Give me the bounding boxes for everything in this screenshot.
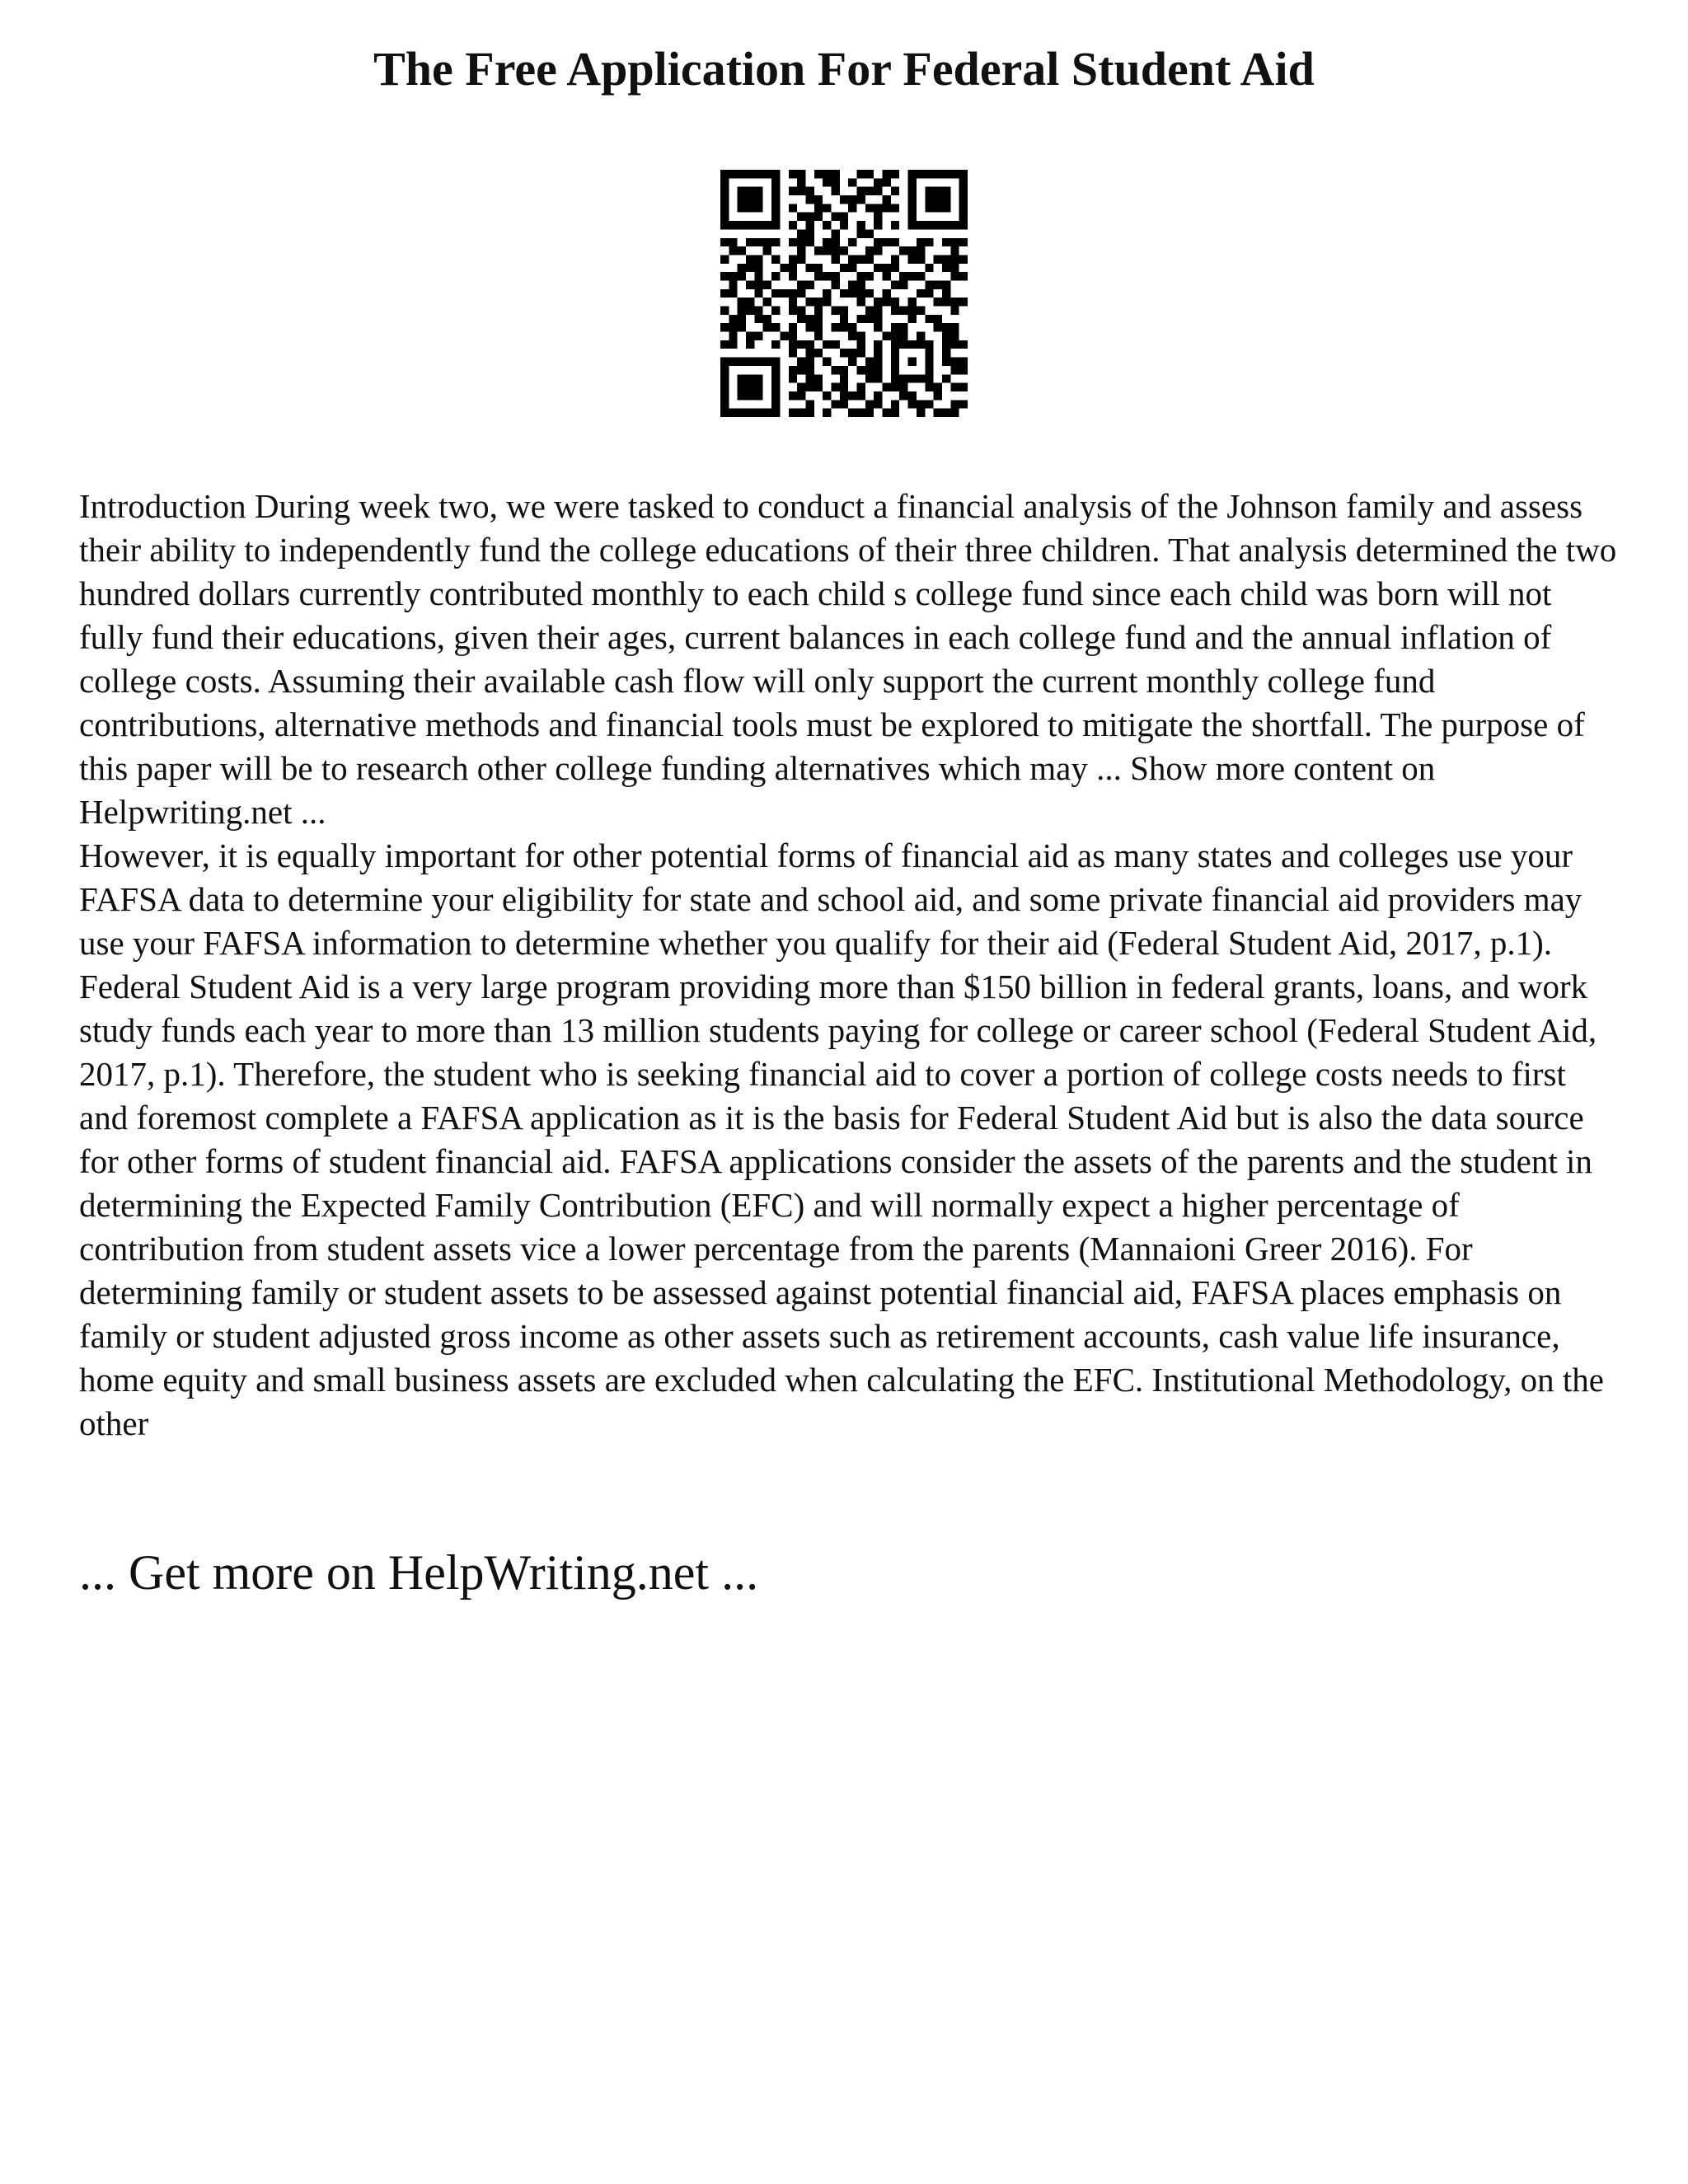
- body-paragraph: Introduction During week two, we were tasked to conduct a financial analysis of the Johnson family and assess their ability to independently fund the college educations of their three children. That analysis determined the two hundred dollars currently contributed monthly to each child s college fund since each child was born will not fully fund their educations, given their ages, current balances in each college fund and the annual inflation of college costs. Assuming their available cash flow will only support the current monthly college fund contributions, alternative methods and financial tools must be explored to mitigate the shortfall. The purpose of this paper will be to research other college funding alternatives which may ... Show more content on Helpwriting.net ...: [79, 487, 1617, 831]
- document-title: The Free Application For Federal Student Aid: [373, 42, 1315, 96]
- body-paragraph: However, it is equally important for other potential forms of financial aid as many states and colleges use your FAFSA data to determine your eligibility for state and school aid, and some private financial aid providers may use your FAFSA information to determine whether you qualify for their aid (Federal Student Aid, 2017, p.1). Federal Student Aid is a very large program providing more than $150 billion in federal grants, loans, and work study funds each year to more than 13 million students paying for college or career school (Federal Student Aid, 2017, p.1). Therefore, the student who is seeking financial aid to cover a portion of college costs needs to first and foremost complete a FAFSA application as it is the basis for Federal Student Aid but is also the data source for other forms of student financial aid. FAFSA applications consider the assets of the parents and the student in determining the Expected Family Contribution (EFC) and will normally expect a higher percentage of contribution from student assets vice a lower percentage from the parents (Mannaioni Greer 2016). For determining family or student assets to be assessed against potential financial aid, FAFSA places emphasis on family or student adjusted gross income as other assets such as retirement accounts, cash value life insurance, home equity and small business assets are excluded when calculating the EFC. Institutional Methodology, on the other: [79, 837, 1604, 1442]
- get-more-link[interactable]: ... Get more on HelpWriting.net ...: [79, 1545, 759, 1600]
- document-body: [79, 485, 1620, 1446]
- qr-code-icon: [720, 170, 968, 417]
